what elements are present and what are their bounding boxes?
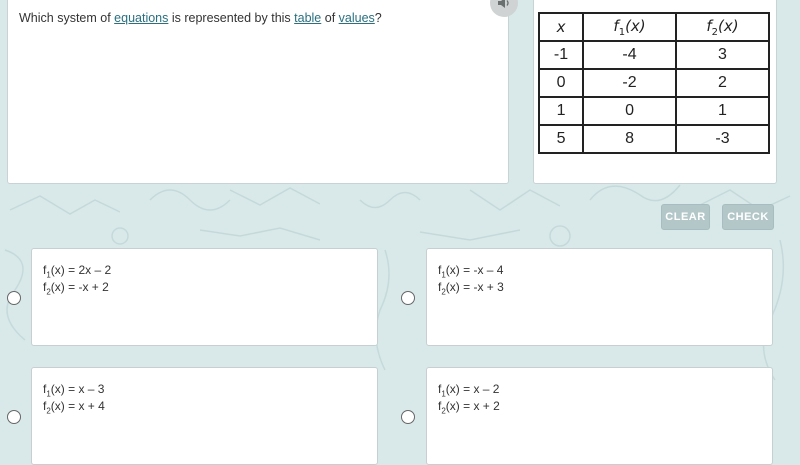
table-cell: 0 <box>539 69 583 97</box>
fn-name: f <box>438 263 442 277</box>
fn-subscript: 2 <box>46 406 51 416</box>
table-cell: 5 <box>539 125 583 153</box>
fn-expression: (x) = -x + 3 <box>445 280 504 294</box>
fn-expression: (x) = x + 4 <box>50 399 105 413</box>
speaker-icon <box>497 0 511 9</box>
fn-subscript: 2 <box>441 287 446 297</box>
fn-name: f <box>438 280 442 294</box>
choice-4-line-2 <box>438 399 500 415</box>
table-panel <box>533 0 777 184</box>
table-cell: -3 <box>676 125 769 153</box>
fn-expression: (x) = x – 2 <box>445 382 500 396</box>
table-cell: 1 <box>539 97 583 125</box>
choice-2-card[interactable] <box>426 248 773 346</box>
choice-3-card[interactable] <box>31 367 378 465</box>
fn-name: f <box>438 399 442 413</box>
question-panel <box>7 0 509 184</box>
fn-subscript: 1 <box>441 270 446 280</box>
question-text <box>19 11 382 25</box>
choice-1-radio[interactable] <box>7 291 21 305</box>
choice-3-line-2 <box>43 399 105 415</box>
table-cell: 1 <box>676 97 769 125</box>
header-f2 <box>676 13 769 41</box>
fn-expression: (x) = 2x – 2 <box>50 263 112 277</box>
header-subscript: 1 <box>618 26 626 38</box>
header-f1 <box>583 13 676 41</box>
choice-1-line-1 <box>43 263 111 279</box>
table-cell: 8 <box>583 125 676 153</box>
question-text-part: is represented by this <box>168 11 295 25</box>
header-x <box>539 13 583 41</box>
fn-subscript: 1 <box>46 270 51 280</box>
fn-name: f <box>43 263 47 277</box>
table-link[interactable]: table <box>294 11 322 25</box>
header-arg: (x) <box>625 16 646 35</box>
question-text-part: ? <box>374 11 382 25</box>
table-row <box>539 69 769 97</box>
check-button[interactable]: CHECK <box>722 204 774 230</box>
choice-3-radio[interactable] <box>7 410 21 424</box>
choice-1-card[interactable] <box>31 248 378 346</box>
fn-expression: (x) = -x – 4 <box>445 263 504 277</box>
choice-2-line-1 <box>438 263 503 279</box>
header-subscript: 2 <box>711 26 719 38</box>
fn-name: f <box>438 382 442 396</box>
table-row <box>539 97 769 125</box>
question-text-part: of <box>321 11 339 25</box>
fn-name: f <box>43 399 47 413</box>
choice-2-line-2 <box>438 280 504 296</box>
table-cell: 0 <box>583 97 676 125</box>
fn-expression: (x) = x – 3 <box>50 382 105 396</box>
choice-2-radio[interactable] <box>401 291 415 305</box>
table-cell: -2 <box>583 69 676 97</box>
table-row <box>539 125 769 153</box>
choice-4-card[interactable] <box>426 367 773 465</box>
header-label: f <box>613 16 619 35</box>
fn-subscript: 2 <box>46 287 51 297</box>
table-cell: -4 <box>583 41 676 69</box>
table-cell: 3 <box>676 41 769 69</box>
table-cell: -1 <box>539 41 583 69</box>
table-row <box>539 41 769 69</box>
clear-button[interactable]: CLEAR <box>661 204 710 230</box>
fn-name: f <box>43 280 47 294</box>
values-table <box>538 12 770 154</box>
table-cell: 2 <box>676 69 769 97</box>
fn-subscript: 2 <box>441 406 446 416</box>
table-header-row <box>539 13 769 41</box>
choice-1-line-2 <box>43 280 109 296</box>
equations-link[interactable]: equations <box>114 11 169 25</box>
fn-expression: (x) = -x + 2 <box>50 280 109 294</box>
choice-4-radio[interactable] <box>401 410 415 424</box>
fn-expression: (x) = x + 2 <box>445 399 500 413</box>
header-label: f <box>706 16 712 35</box>
fn-subscript: 1 <box>441 389 446 399</box>
header-label: x <box>556 18 566 36</box>
choice-4-line-1 <box>438 382 499 398</box>
choice-3-line-1 <box>43 382 104 398</box>
values-link[interactable]: values <box>338 11 375 25</box>
fn-name: f <box>43 382 47 396</box>
fn-subscript: 1 <box>46 389 51 399</box>
header-arg: (x) <box>718 16 739 35</box>
question-text-part: Which system of <box>19 11 115 25</box>
